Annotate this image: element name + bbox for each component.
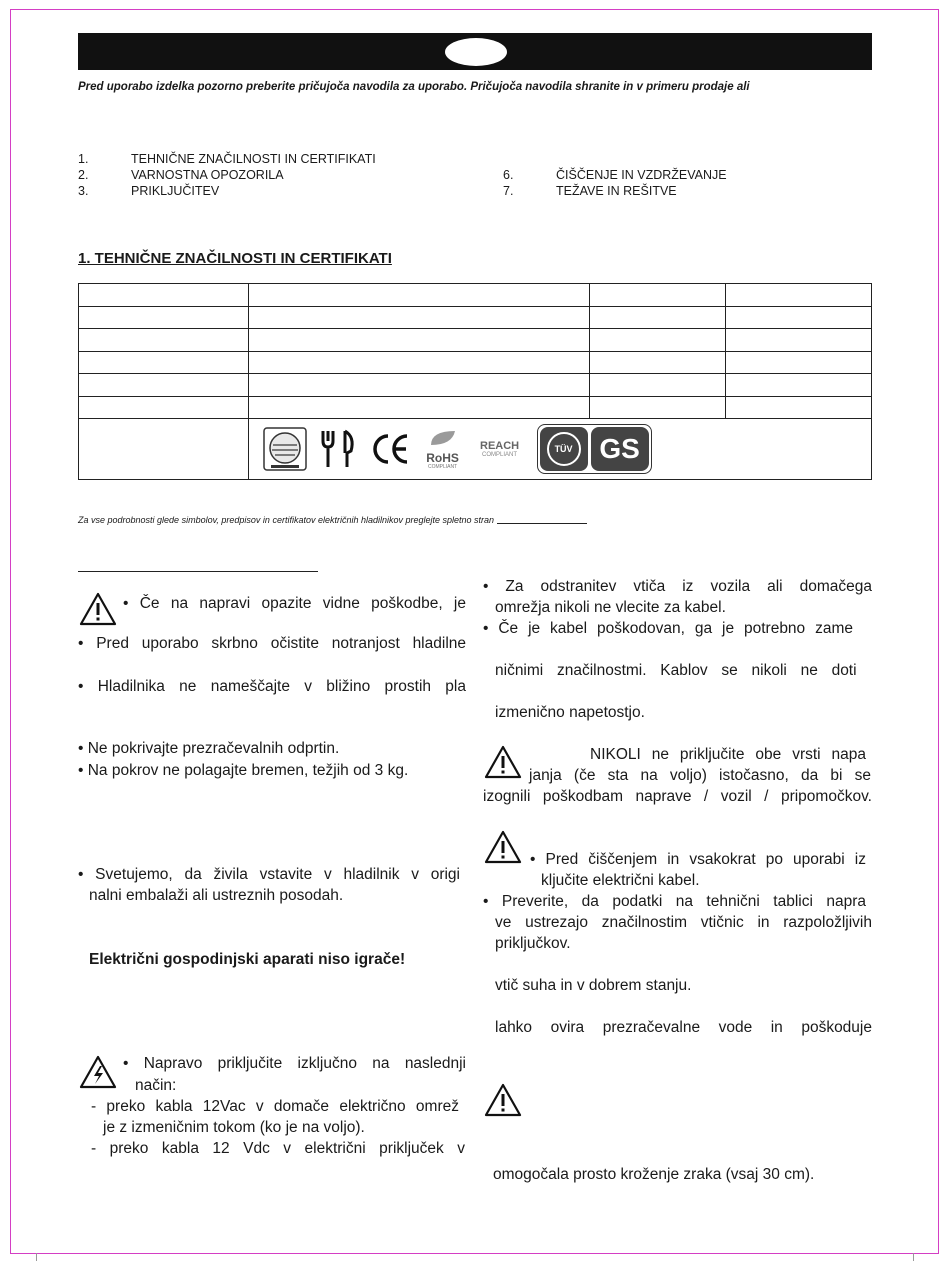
tuv-gs-logo xyxy=(537,424,652,474)
table-row xyxy=(79,351,872,374)
children-warning: Električni gospodinjski aparati niso igrače! xyxy=(89,951,406,968)
right-text-line: vtič suha in v dobrem stanju. xyxy=(495,977,692,994)
table-row xyxy=(79,306,872,329)
rohs-logo: RoHS COMPLIANT xyxy=(423,429,463,470)
certificates-row xyxy=(79,419,872,480)
right-bullet: • Za odstranitev vtiča iz vozila ali domačega xyxy=(483,578,872,595)
warning-icon xyxy=(484,830,522,864)
energy-logo-icon xyxy=(263,427,307,471)
gs-logo-icon: GS xyxy=(591,427,649,471)
warning-icon xyxy=(484,745,522,779)
warning-icon xyxy=(79,592,117,626)
certification-logos xyxy=(249,424,871,474)
right-bullet: • Pred čiščenjem in vsakokrat po uporabi iz xyxy=(530,851,866,868)
food-safe-icon xyxy=(319,427,359,471)
specs-table xyxy=(78,283,872,480)
crop-mark xyxy=(913,1253,914,1261)
left-bullet: • Na pokrov ne polagajte bremen, težjih od 3 kg. xyxy=(78,762,409,779)
right-bullet-continuation: ničnimi značilnostmi. Kablov se nikoli ne doti xyxy=(495,662,857,679)
crop-mark xyxy=(36,1253,37,1261)
right-warning-text: izognili poškodbam naprave / vozil / pripomočkov. xyxy=(483,788,872,805)
reach-logo: REACH COMPLIANT xyxy=(480,440,520,458)
right-bullet-continuation: izmenično napetostjo. xyxy=(495,704,645,721)
right-bullet: • Če je kabel poškodovan, ga je potrebno zame xyxy=(483,620,853,637)
tuv-logo-icon: TÜV xyxy=(540,427,588,471)
electric-shock-warning-icon xyxy=(79,1055,117,1089)
right-bullet-continuation: ključite električni kabel. xyxy=(541,872,700,889)
table-row xyxy=(79,396,872,419)
table-row xyxy=(79,374,872,397)
right-text-line: lahko ovira prezračevalne vode in poškoduje xyxy=(495,1019,872,1036)
left-dash-continuation: je z izmeničnim tokom (ko je na voljo). xyxy=(103,1119,365,1136)
left-bullet-continuation: nalni embalaži ali ustreznih posodah. xyxy=(89,887,344,904)
left-bullet: • Hladilnika ne nameščajte v bližino prostih pla xyxy=(78,678,466,695)
header-language-oval xyxy=(445,38,507,66)
section-heading: 1. TEHNIČNE ZNAČILNOSTI IN CERTIFIKATI xyxy=(78,250,392,267)
left-dash-item: - preko kabla 12 Vdc v električni priključek v xyxy=(91,1140,465,1157)
right-text-line: omogočala prosto kroženje zraka (vsaj 30 cm). xyxy=(493,1166,815,1183)
right-warning-text: janja (če sta na voljo) istočasno, da bi se xyxy=(529,767,871,784)
left-bullet: • Svetujemo, da živila vstavite v hladilnik v origi xyxy=(78,866,460,883)
left-bullet-continuation: način: xyxy=(135,1077,177,1094)
left-bullet: • Če na napravi opazite vidne poškodbe, je xyxy=(123,595,466,612)
ce-mark-icon xyxy=(371,431,411,467)
right-bullet-continuation: omrežja nikoli ne vlecite za kabel. xyxy=(495,599,726,616)
right-bullet-continuation: priključkov. xyxy=(495,935,571,952)
left-bullet: • Pred uporabo skrbno očistite notranjost hladilne xyxy=(78,635,466,652)
table-row xyxy=(79,329,872,352)
intro-text: Pred uporabo izdelka pozorno preberite pričujoča navodila za uporabo. Pričujoča navodila shranite in v primeru prodaje ali xyxy=(78,81,750,93)
warning-icon xyxy=(484,1083,522,1117)
website-blank-line xyxy=(497,523,587,524)
left-dash-item: - preko kabla 12Vac v domače električno omrež xyxy=(91,1098,459,1115)
right-warning-text: NIKOLI ne priključite obe vrsti napa xyxy=(590,746,866,763)
leaf-icon xyxy=(428,429,458,447)
footnote: Za vse podrobnosti glede simbolov, predpisov in certifikatov električnih hladilnikov preglejte spletno stran xyxy=(78,515,587,525)
section-heading-rule xyxy=(78,571,318,572)
right-bullet-continuation: ve ustrezajo značilnostim vtičnic in razpoložljivih xyxy=(495,914,872,931)
left-bullet: • Ne pokrivajte prezračevalnih odprtin. xyxy=(78,740,340,757)
left-bullet: • Napravo priključite izključno na naslednji xyxy=(123,1055,466,1072)
table-row xyxy=(79,284,872,307)
right-bullet: • Preverite, da podatki na tehnični tablici napra xyxy=(483,893,866,910)
